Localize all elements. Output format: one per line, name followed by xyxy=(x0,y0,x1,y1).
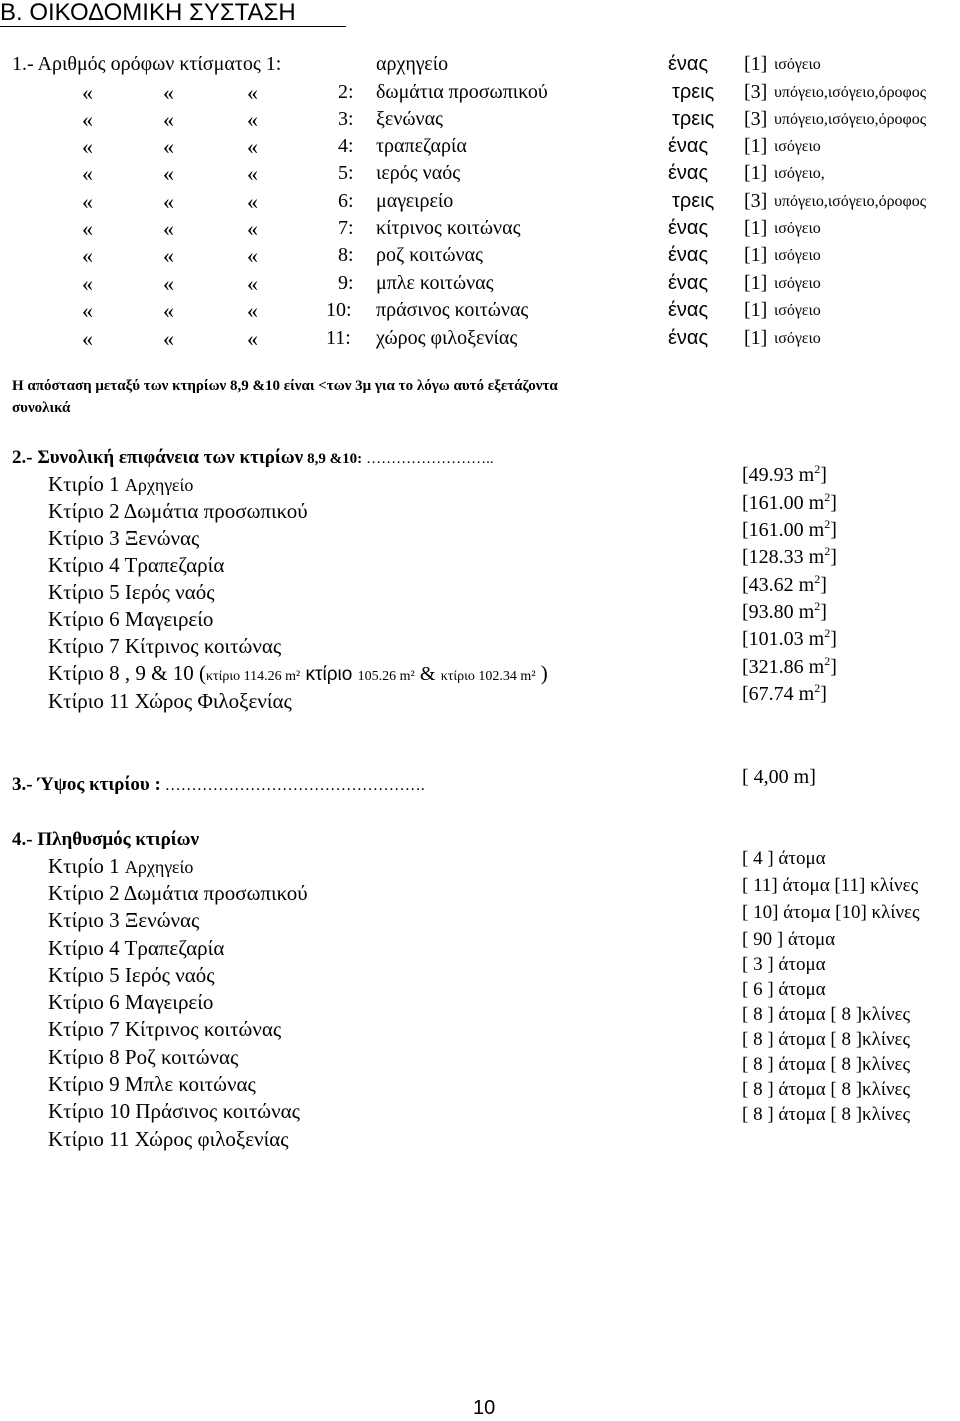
area-open-bracket: [ xyxy=(742,683,749,705)
area-value xyxy=(742,599,827,626)
distance-note-line1: Η απόσταση μεταξύ των κτηρίων 8,9 &10 είναι <των 3μ για το λόγω αυτό εξετάζοντα xyxy=(12,378,558,394)
area-close-bracket: ] xyxy=(820,683,827,705)
population-value: [ 11] άτομα [11] κλίνες xyxy=(742,875,919,896)
area-open-bracket: [ xyxy=(742,574,749,596)
quote-mark: « xyxy=(163,80,174,105)
floor-row-number: 2: xyxy=(338,81,354,103)
floor-row-number: 6: xyxy=(338,190,354,212)
area-open-bracket: [ xyxy=(742,601,749,623)
floor-row xyxy=(0,215,960,242)
combined-part1: κτίριο 114.26 m² xyxy=(205,669,301,684)
floor-building-name: τραπεζαρία xyxy=(376,135,467,157)
population-building-label: Κτίριο 3 xyxy=(48,908,120,932)
area-building-row xyxy=(48,579,215,606)
population-building-row xyxy=(48,1098,300,1125)
floor-levels: ισόγειο xyxy=(774,302,821,319)
area-building-row xyxy=(48,552,224,579)
floor-count-bracket: [1] xyxy=(744,299,768,321)
quote-mark: « xyxy=(82,107,93,132)
floor-row xyxy=(0,297,960,324)
population-building-name: Μπλε κοιτώνας xyxy=(124,1072,256,1096)
floor-levels: υπόγειο,ισόγειο,όροφος xyxy=(774,84,927,101)
area-building-row-combined xyxy=(48,660,548,687)
population-building-row xyxy=(48,907,199,934)
distance-note-line2: συνολικά xyxy=(12,400,71,416)
quote-mark: « xyxy=(163,216,174,241)
floor-levels: ισόγειο xyxy=(774,56,821,73)
quote-mark: « xyxy=(247,243,258,268)
floor-count-bracket: [1] xyxy=(744,217,768,239)
area-building-label: Κτίριο 7 xyxy=(48,634,120,658)
area-unit-exponent: 2 xyxy=(824,490,831,504)
floor-heading: 1.- Αριθμός ορόφων κτίσματος 1: xyxy=(12,53,282,75)
floor-count-bracket: [3] xyxy=(744,108,768,130)
floor-count: τρεις xyxy=(672,81,715,103)
area-value xyxy=(742,462,827,489)
floor-count-bracket: [1] xyxy=(744,272,768,294)
area-building-label: Κτιρίο 1 xyxy=(48,472,120,496)
population-value: [ 8 ] άτομα [ 8 ]κλίνες xyxy=(742,1054,911,1075)
floor-count-bracket: [1] xyxy=(744,327,768,349)
area-unit-exponent: 2 xyxy=(814,599,821,613)
area-heading-tail: 8,9 &10: xyxy=(307,451,363,467)
area-unit-exponent: 2 xyxy=(824,517,831,531)
floor-levels: ισόγειο xyxy=(774,220,821,237)
area-value xyxy=(742,654,837,681)
quote-mark: « xyxy=(163,271,174,296)
population-building-row xyxy=(48,1044,238,1071)
population-building-label: Κτίριο 11 xyxy=(48,1127,130,1151)
area-building-row xyxy=(48,688,292,715)
floor-row-number: 5: xyxy=(338,162,354,184)
area-building-name: Αρχηγείο xyxy=(124,475,194,495)
floor-levels: υπόγειο,ισόγειο,όροφος xyxy=(774,193,927,210)
floor-count: ένας xyxy=(668,53,709,75)
floor-building-name: χώρος φιλοξενίας xyxy=(376,327,518,349)
floor-building-name: ιερός ναός xyxy=(376,162,461,184)
quote-mark: « xyxy=(82,271,93,296)
population-building-name: Δωμάτια προσωπικού xyxy=(123,881,308,905)
area-building-name: Κίτρινος κοιτώνας xyxy=(124,634,282,658)
population-value: [ 8 ] άτομα [ 8 ]κλίνες xyxy=(742,1079,911,1100)
quote-mark: « xyxy=(82,326,93,351)
combined-part4: & xyxy=(419,663,436,685)
floor-count-bracket: [1] xyxy=(744,53,768,75)
population-building-name: Ξενώνας xyxy=(124,908,200,932)
population-building-label: Κτίριο 9 xyxy=(48,1072,120,1096)
population-building-label: Κτίριο 6 xyxy=(48,990,120,1014)
floor-levels: υπόγειο,ισόγειο,όροφος xyxy=(774,111,927,128)
floor-row xyxy=(0,270,960,297)
area-building-row xyxy=(48,606,213,633)
area-unit-exponent: 2 xyxy=(814,681,821,695)
population-building-name: Τραπεζαρία xyxy=(124,936,225,960)
floor-count-bracket: [1] xyxy=(744,244,768,266)
area-open-bracket: [ xyxy=(742,628,749,650)
area-unit-exponent: 2 xyxy=(824,626,831,640)
floor-building-name: πράσινος κοιτώνας xyxy=(376,299,529,321)
height-heading: 3.- Ύψος κτιρίου : xyxy=(12,774,161,795)
population-building-name: Μαγειρείο xyxy=(124,990,214,1014)
height-dots: …………………………………………. xyxy=(164,777,425,794)
area-open-bracket: [ xyxy=(742,519,749,541)
area-close-bracket: ] xyxy=(830,628,837,650)
area-value-number: 101.03 m xyxy=(748,628,825,650)
area-value xyxy=(742,517,837,544)
floor-count: ένας xyxy=(668,135,709,157)
quote-mark: « xyxy=(247,107,258,132)
quote-mark: « xyxy=(82,298,93,323)
area-value-number: 321.86 m xyxy=(748,656,825,678)
floor-building-name: μπλε κοιτώνας xyxy=(376,272,494,294)
area-close-bracket: ] xyxy=(830,492,837,514)
floor-count-bracket: [1] xyxy=(744,162,768,184)
floor-row-number: 8: xyxy=(338,244,354,266)
combined-part5: κτίριο 102.34 m² xyxy=(440,669,536,684)
floor-levels: ισόγειο xyxy=(774,138,821,155)
floor-building-name: αρχηγείο xyxy=(376,53,449,75)
quote-mark: « xyxy=(82,134,93,159)
area-value-number: 128.33 m xyxy=(748,546,825,568)
floor-levels: ισόγειο xyxy=(774,275,821,292)
floor-row xyxy=(0,106,960,133)
floor-count-bracket: [1] xyxy=(744,135,768,157)
floor-count: ένας xyxy=(668,272,709,294)
area-building-row xyxy=(48,525,199,552)
combined-part2: κτίριο xyxy=(305,664,353,685)
quote-mark: « xyxy=(82,189,93,214)
population-heading: 4.- Πληθυσμός κτιρίων xyxy=(12,829,200,850)
area-building-label: Κτίριο 2 xyxy=(48,499,120,523)
area-close-bracket: ] xyxy=(830,546,837,568)
population-building-label: Κτίριο 2 xyxy=(48,881,120,905)
floor-count: ένας xyxy=(668,299,709,321)
area-open-bracket: [ xyxy=(742,656,749,678)
area-heading-text: 2.- Συνολική επιφάνεια των κτιρίων xyxy=(12,447,304,468)
population-building-row xyxy=(48,1016,281,1043)
quote-mark: « xyxy=(82,161,93,186)
area-building-label: Κτίριο 4 xyxy=(48,553,120,577)
floor-building-name: κίτρινος κοιτώνας xyxy=(376,217,521,239)
floor-count-bracket: [3] xyxy=(744,190,768,212)
population-building-label: Κτίριο 8 xyxy=(48,1045,120,1069)
area-unit-exponent: 2 xyxy=(824,544,831,558)
population-building-label: Κτίριο 5 xyxy=(48,963,120,987)
floor-row xyxy=(0,51,960,78)
area-value xyxy=(742,490,837,517)
population-value: [ 6 ] άτομα xyxy=(742,979,826,1000)
floor-row xyxy=(0,325,960,352)
floor-row-number: 10: xyxy=(326,299,352,321)
floor-row-number: 7: xyxy=(338,217,354,239)
population-value: [ 10] άτομα [10] κλίνες xyxy=(742,902,920,923)
floor-building-name: ξενώνας xyxy=(376,108,443,130)
quote-mark: « xyxy=(247,326,258,351)
quote-mark: « xyxy=(247,271,258,296)
area-building-name: Μαγειρείο xyxy=(124,607,214,631)
area-open-bracket: [ xyxy=(742,492,749,514)
quote-mark: « xyxy=(247,134,258,159)
combined-part3: 105.26 m² xyxy=(357,669,415,684)
area-close-bracket: ] xyxy=(830,656,837,678)
population-building-label: Κτίριο 7 xyxy=(48,1017,120,1041)
population-building-label: Κτίριο 10 xyxy=(48,1099,131,1123)
population-value: [ 90 ] άτομα xyxy=(742,929,836,950)
area-value xyxy=(742,626,837,653)
population-building-name: Ιερός ναός xyxy=(124,963,215,987)
floor-levels: ισόγειο, xyxy=(774,165,825,182)
population-building-name: Κίτρινος κοιτώνας xyxy=(124,1017,282,1041)
quote-mark: « xyxy=(247,189,258,214)
area-heading xyxy=(12,446,494,471)
title-underline xyxy=(0,26,346,27)
floor-levels: ισόγειο xyxy=(774,247,821,264)
population-value: [ 8 ] άτομα [ 8 ]κλίνες xyxy=(742,1004,911,1025)
quote-mark: « xyxy=(163,298,174,323)
floor-row xyxy=(0,133,960,160)
area-close-bracket: ] xyxy=(830,519,837,541)
area-value-number: 43.62 m xyxy=(748,574,815,596)
floor-count: ένας xyxy=(668,162,709,184)
combined-close: ) xyxy=(540,661,548,685)
floor-count: ένας xyxy=(668,217,709,239)
floor-count: τρεις xyxy=(672,108,715,130)
area-building-row xyxy=(48,633,281,660)
floor-row xyxy=(0,79,960,106)
quote-mark: « xyxy=(82,243,93,268)
floor-row-number: 11: xyxy=(326,327,351,349)
floor-count: ένας xyxy=(668,244,709,266)
population-building-row xyxy=(48,1126,289,1153)
floor-building-name: ροζ κοιτώνας xyxy=(376,244,483,266)
population-building-name: Πράσινος κοιτώνας xyxy=(135,1099,300,1123)
floor-count-bracket: [3] xyxy=(744,81,768,103)
area-value-number: 67.74 m xyxy=(748,683,815,705)
height-value: [ 4,00 m] xyxy=(742,766,816,788)
area-value-number: 93.80 m xyxy=(748,601,815,623)
population-building-label: Κτιρίο 1 xyxy=(48,854,120,878)
area-value-number: 161.00 m xyxy=(748,492,825,514)
area-close-bracket: ] xyxy=(820,464,827,486)
area-building-label: Κτίριο 6 xyxy=(48,607,120,631)
page-title: Β. ΟΙΚΟΔΟΜΙΚΗ ΣΥΣΤΑΣΗ xyxy=(0,0,296,26)
area-open-bracket: [ xyxy=(742,464,749,486)
quote-mark: « xyxy=(82,216,93,241)
population-building-name: Ροζ κοιτώνας xyxy=(124,1045,239,1069)
area-building-name: Τραπεζαρία xyxy=(124,553,225,577)
population-value: [ 3 ] άτομα xyxy=(742,954,826,975)
floor-row-number: 9: xyxy=(338,272,354,294)
area-unit-exponent: 2 xyxy=(824,654,831,668)
population-value: [ 8 ] άτομα [ 8 ]κλίνες xyxy=(742,1104,911,1125)
area-building-label: Κτίριο 11 xyxy=(48,689,130,713)
population-value: [ 8 ] άτομα [ 8 ]κλίνες xyxy=(742,1029,911,1050)
area-close-bracket: ] xyxy=(820,574,827,596)
area-building-name: Χώρος Φιλοξενίας xyxy=(134,689,292,713)
quote-mark: « xyxy=(163,134,174,159)
population-building-name: Χώρος φιλοξενίας xyxy=(134,1127,289,1151)
population-value: [ 4 ] άτομα xyxy=(742,848,826,869)
quote-mark: « xyxy=(163,326,174,351)
area-building-name: Ιερός ναός xyxy=(124,580,215,604)
area-value-number: 161.00 m xyxy=(748,519,825,541)
quote-mark: « xyxy=(247,216,258,241)
population-building-row xyxy=(48,880,308,907)
quote-mark: « xyxy=(82,80,93,105)
area-building-name: Ξενώνας xyxy=(124,526,200,550)
combined-label: Κτίριο 8 , 9 & 10 ( xyxy=(48,661,206,685)
floor-row xyxy=(0,160,960,187)
floor-row xyxy=(0,242,960,269)
area-building-name: Δωμάτια προσωπικού xyxy=(123,499,308,523)
population-building-row xyxy=(48,935,224,962)
area-value xyxy=(742,572,827,599)
quote-mark: « xyxy=(163,107,174,132)
quote-mark: « xyxy=(163,161,174,186)
population-building-row xyxy=(48,853,193,880)
population-building-row xyxy=(48,1071,256,1098)
area-building-row xyxy=(48,471,193,498)
floor-row-number: 3: xyxy=(338,108,354,130)
area-value xyxy=(742,681,827,708)
area-building-label: Κτίριο 3 xyxy=(48,526,120,550)
floor-building-name: δωμάτια προσωπικού xyxy=(376,81,548,103)
floor-levels: ισόγειο xyxy=(774,330,821,347)
floor-count: ένας xyxy=(668,327,709,349)
area-building-row xyxy=(48,498,308,525)
population-building-name: Αρχηγείο xyxy=(124,857,194,877)
area-building-label: Κτίριο 5 xyxy=(48,580,120,604)
area-unit-exponent: 2 xyxy=(814,462,821,476)
quote-mark: « xyxy=(247,80,258,105)
quote-mark: « xyxy=(247,161,258,186)
floor-count: τρεις xyxy=(672,190,715,212)
area-close-bracket: ] xyxy=(820,601,827,623)
population-building-row xyxy=(48,989,213,1016)
area-value-number: 49.93 m xyxy=(748,464,815,486)
floor-row xyxy=(0,188,960,215)
population-building-row xyxy=(48,962,215,989)
floor-building-name: μαγειρείο xyxy=(376,190,454,212)
area-open-bracket: [ xyxy=(742,546,749,568)
height-row xyxy=(12,772,425,799)
quote-mark: « xyxy=(247,298,258,323)
page-number: 10 xyxy=(473,1397,496,1419)
quote-mark: « xyxy=(163,189,174,214)
population-building-label: Κτίριο 4 xyxy=(48,936,120,960)
quote-mark: « xyxy=(163,243,174,268)
floor-row-number: 4: xyxy=(338,135,354,157)
area-unit-exponent: 2 xyxy=(814,572,821,586)
area-value xyxy=(742,544,837,571)
area-heading-dots: …………………….. xyxy=(366,451,494,467)
